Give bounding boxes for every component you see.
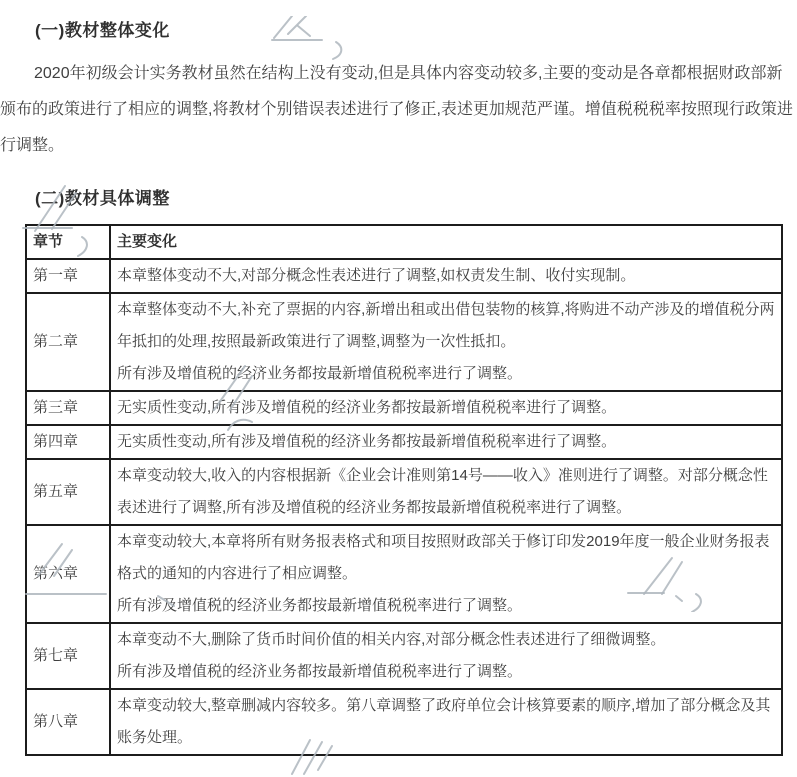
change-line: 本章整体变动不大,对部分概念性表述进行了调整,如权责发生制、收付实现制。 xyxy=(117,267,636,284)
table-row xyxy=(26,459,782,525)
textbook-changes-table xyxy=(25,224,783,756)
table-header-row xyxy=(26,225,782,259)
table-row xyxy=(26,425,782,459)
change-line: 本章变动较大,整章删减内容较多。第八章调整了政府单位会计核算要素的顺序,增加了部分概念及其账务处理。 xyxy=(117,697,771,746)
chapter-cell: 第六章 xyxy=(26,525,110,623)
change-line: 所有涉及增值税的经济业务都按最新增值税税率进行了调整。 xyxy=(117,663,523,680)
chapter-cell: 第八章 xyxy=(26,689,110,755)
change-line: 本章变动较大,收入的内容根据新《企业会计准则第14号——收入》准则进行了调整。对部分概念性表述进行了调整,所有涉及增值税的经济业务都按最新增值税税率进行了调整。 xyxy=(117,467,768,516)
chapter-cell: 第三章 xyxy=(26,391,110,425)
changes-cell xyxy=(110,293,782,391)
changes-cell xyxy=(110,689,782,755)
changes-cell xyxy=(110,391,782,425)
chapter-cell: 第一章 xyxy=(26,259,110,293)
change-line: 所有涉及增值税的经济业务都按最新增值税税率进行了调整。 xyxy=(117,365,523,382)
document xyxy=(0,16,797,777)
chapter-cell: 第七章 xyxy=(26,623,110,689)
change-line: 本章变动不大,删除了货币时间价值的相关内容,对部分概念性表述进行了细微调整。 xyxy=(117,631,666,648)
column-header-chapter: 章节 xyxy=(26,225,110,259)
change-line: 所有涉及增值税的经济业务都按最新增值税税率进行了调整。 xyxy=(117,597,523,614)
changes-cell xyxy=(110,425,782,459)
change-line: 无实质性变动,所有涉及增值税的经济业务都按最新增值税税率进行了调整。 xyxy=(117,399,617,416)
table-row xyxy=(26,623,782,689)
table-row xyxy=(26,525,782,623)
table-row xyxy=(26,293,782,391)
changes-cell xyxy=(110,623,782,689)
chapter-cell: 第二章 xyxy=(26,293,110,391)
chapter-cell: 第五章 xyxy=(26,459,110,525)
change-line: 本章整体变动不大,补充了票据的内容,新增出租或出借包装物的核算,将购进不动产涉及的增值税分两年抵扣的处理,按照最新政策进行了调整,调整为一次性抵扣。 xyxy=(117,301,775,350)
change-line: 本章变动较大,本章将所有财务报表格式和项目按照财政部关于修订印发2019年度一般企业财务报表格式的通知的内容进行了相应调整。 xyxy=(117,533,770,582)
table-row xyxy=(26,689,782,755)
changes-cell xyxy=(110,525,782,623)
column-header-main-changes: 主要变化 xyxy=(110,225,782,259)
table-row xyxy=(26,391,782,425)
section-heading-specific-adjustments: (二)教材具体调整 xyxy=(35,189,170,208)
change-line: 无实质性变动,所有涉及增值税的经济业务都按最新增值税税率进行了调整。 xyxy=(117,433,617,450)
section-heading-overall-changes: (一)教材整体变化 xyxy=(35,21,170,40)
changes-cell xyxy=(110,259,782,293)
intro-paragraph: 2020年初级会计实务教材虽然在结构上没有变动,但是具体内容变动较多,主要的变动是各章都根据财政部新颁布的政策进行了相应的调整,将教材个别错误表述进行了修正,表述更加规范严谨。增值税税税率按照现行政策进行调整。 xyxy=(0,65,793,154)
chapter-cell: 第四章 xyxy=(26,425,110,459)
table-row xyxy=(26,259,782,293)
changes-cell xyxy=(110,459,782,525)
